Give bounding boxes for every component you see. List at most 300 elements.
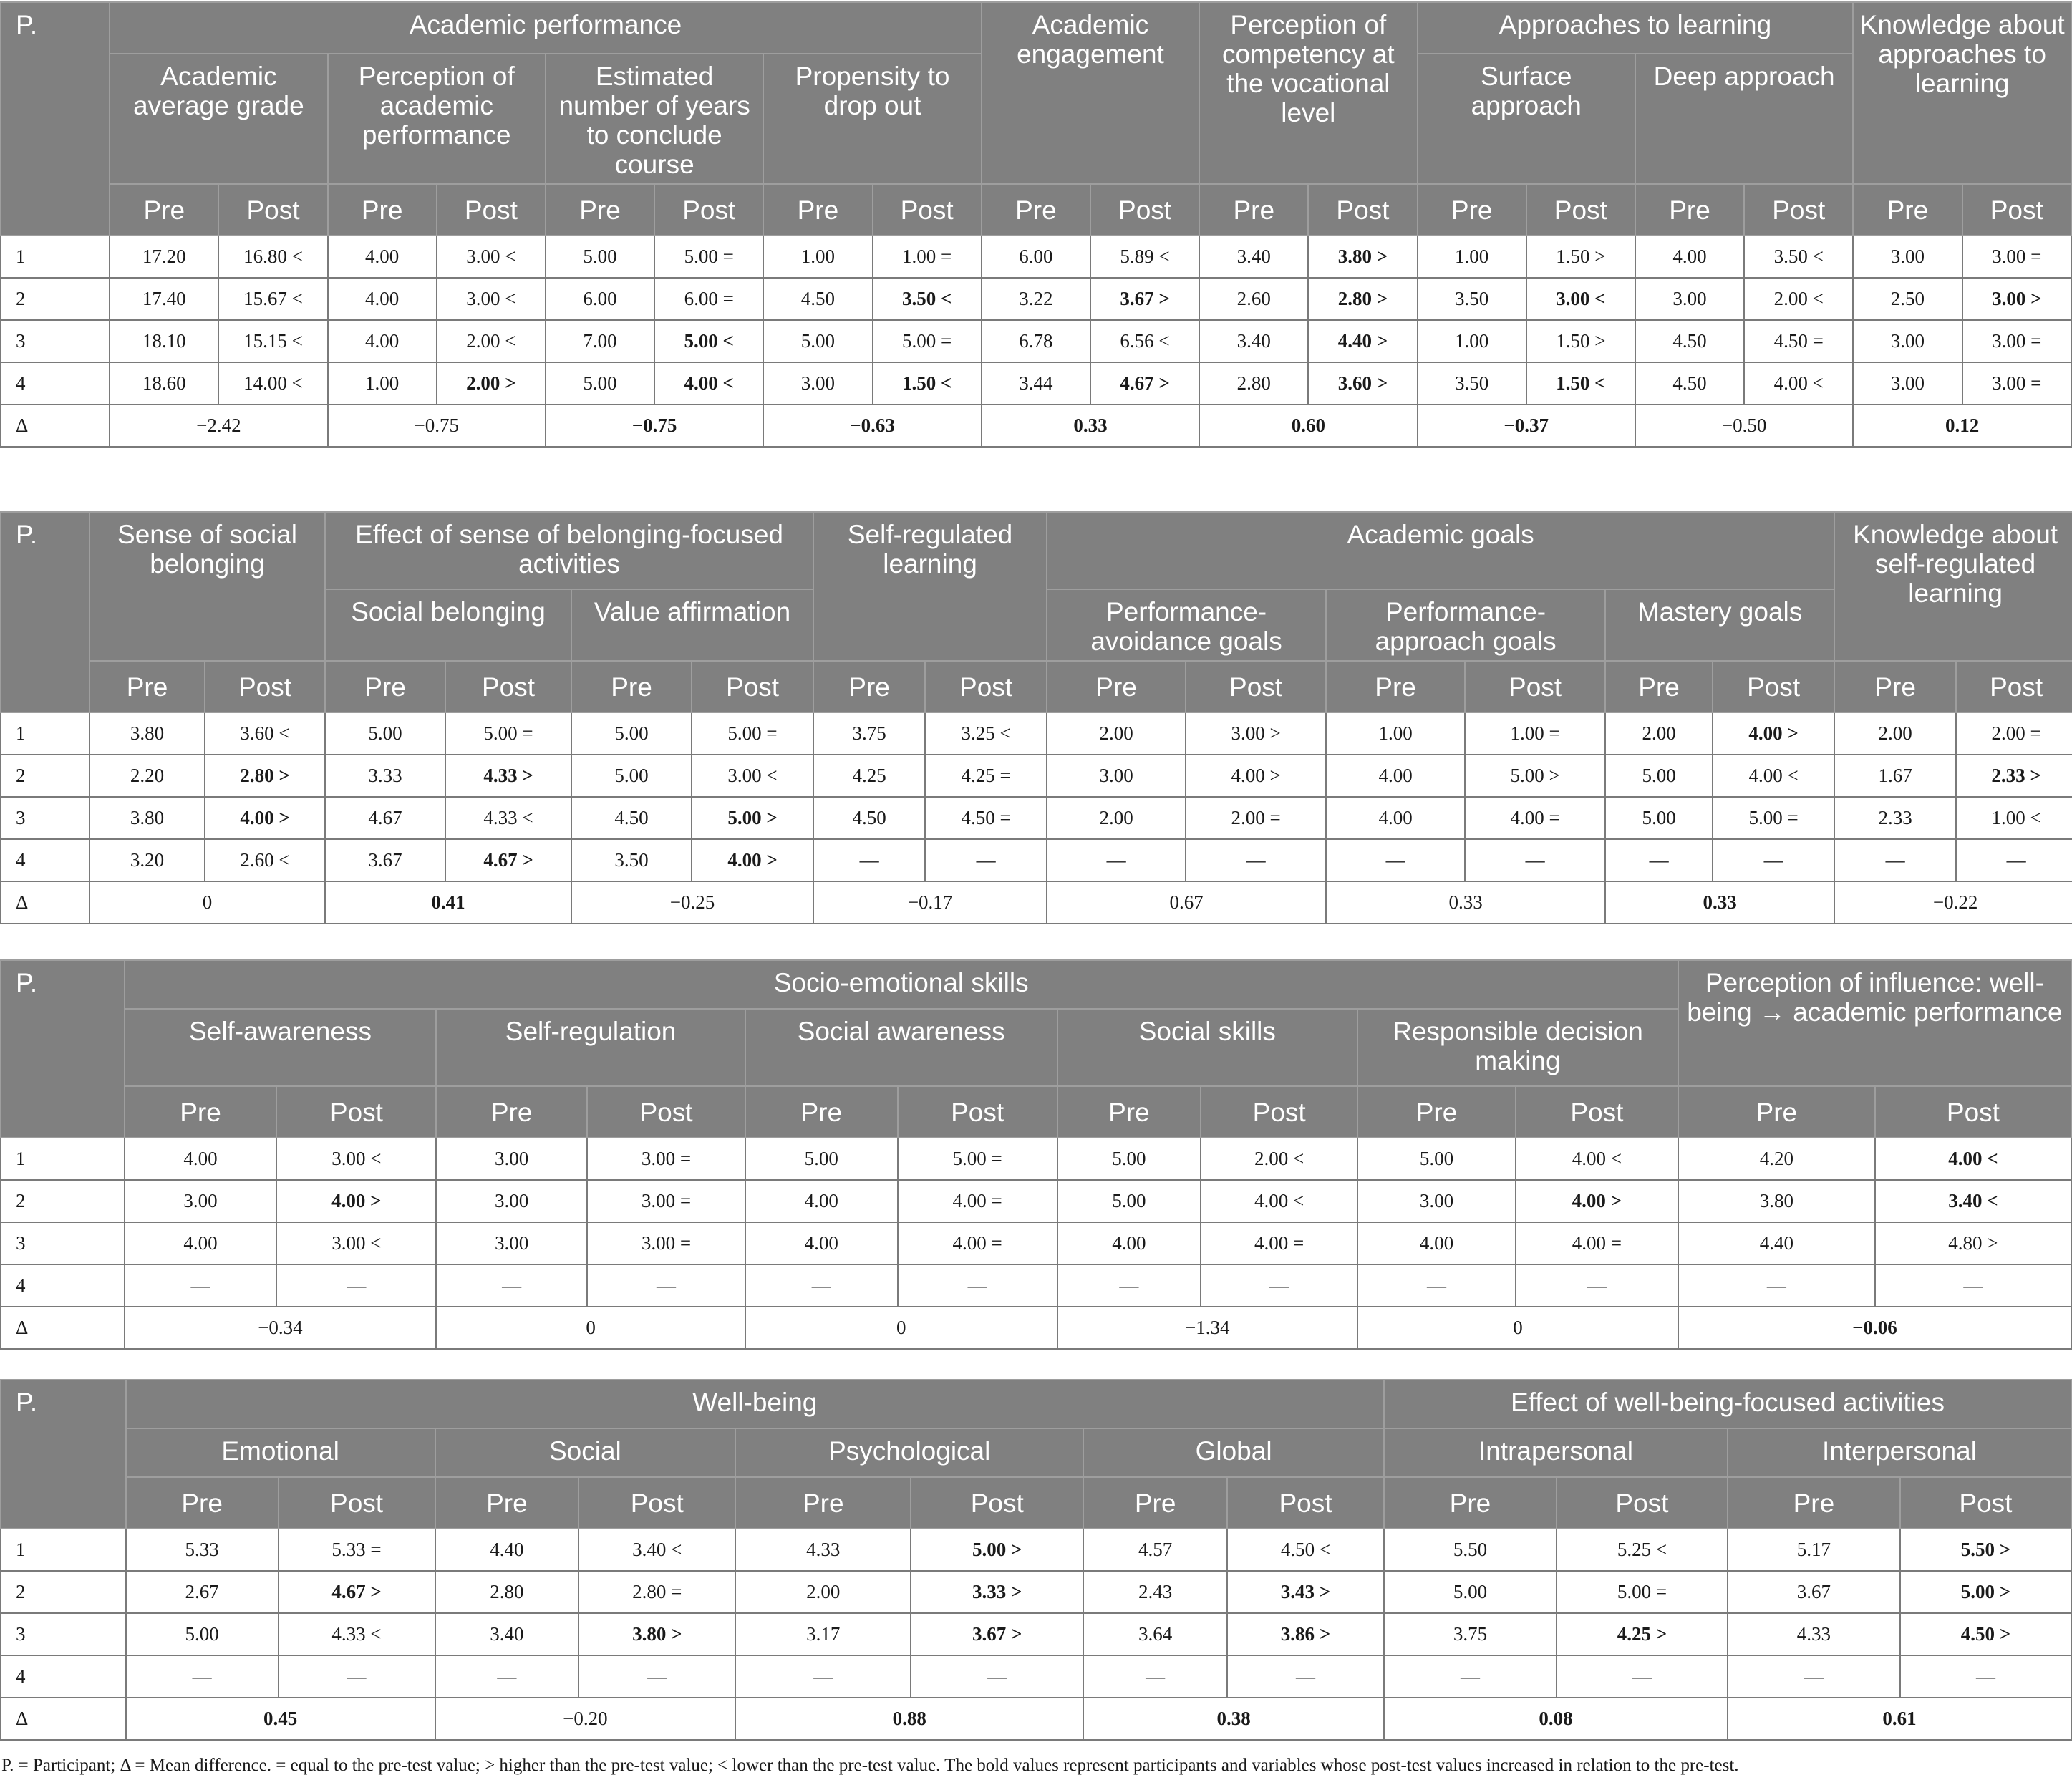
subgroup-header: Social awareness [745, 1009, 1057, 1086]
bold-value: 3.40 < [1948, 1190, 1998, 1211]
table-cell: 3.00 [763, 362, 872, 405]
delta-value: −0.50 [1635, 405, 1853, 447]
bold-value: −0.63 [850, 415, 895, 436]
group-header-row [1, 2, 2071, 54]
pre-header: Pre [1605, 661, 1713, 712]
table-cell: 17.20 [110, 236, 218, 278]
table-footnote: P. = Participant; Δ = Mean difference. = equal to the pre-test value; > higher than the pre-test value; < lower than the pre-test value. The bold values represent participants and variables whose post-test values increased in relation to the pre-test. [1, 1756, 1739, 1775]
table-cell: 4.20 [1678, 1138, 1875, 1180]
table-cell [437, 362, 546, 405]
pre-header: Pre [1728, 1477, 1900, 1529]
table-cell: 4.00 = [898, 1222, 1057, 1264]
bold-value: 4.67 > [483, 849, 533, 871]
table-cell: — [1678, 1264, 1875, 1307]
delta-value [1605, 881, 1834, 924]
table-cell: 4.00 [1326, 797, 1465, 839]
pre-header: Pre [1083, 1477, 1227, 1529]
delta-value: −0.22 [1834, 881, 2072, 924]
bold-value: 4.00 > [331, 1190, 382, 1211]
delta-value [546, 405, 763, 447]
bold-value: 0.33 [1073, 415, 1108, 436]
table-row [1, 797, 2072, 839]
pre-header: Pre [1834, 661, 1956, 712]
table-cell: 4.33 [1728, 1613, 1900, 1655]
table-cell: 5.00 = [873, 320, 982, 362]
table-cell: — [279, 1655, 435, 1698]
table-cell: 2.00 < [437, 320, 546, 362]
delta-value: −0.75 [328, 405, 546, 447]
table-cell: 4.00 = [898, 1180, 1057, 1222]
table-cell [1516, 1180, 1678, 1222]
table-cell [911, 1613, 1083, 1655]
bold-value: 4.00 > [1748, 722, 1799, 744]
bold-value: 4.67 > [1120, 372, 1170, 394]
table-cell [578, 1613, 735, 1655]
bold-value: 5.00 < [684, 330, 734, 352]
table-cell: 4.00 [1357, 1222, 1516, 1264]
group-header: Academic engagement [982, 2, 1199, 184]
table-cell: 5.00 [1357, 1138, 1516, 1180]
pre-header: Pre [435, 1477, 579, 1529]
table-cell: 3.00 [436, 1138, 587, 1180]
pre-header: Pre [813, 661, 925, 712]
delta-value: −2.42 [110, 405, 327, 447]
table-cell: 5.00 = [1557, 1571, 1728, 1613]
delta-value [763, 405, 981, 447]
table-row [1, 320, 2071, 362]
table-cell: 4.50 = [925, 797, 1047, 839]
table-cell: 15.15 < [218, 320, 327, 362]
table-cell [1308, 278, 1417, 320]
subgroup-header: Deep approach [1635, 54, 1853, 184]
group-header: Self-regulated learning [813, 512, 1047, 661]
pre-header: Pre [328, 184, 437, 236]
group-header: Socio-emotional skills [125, 960, 1678, 1009]
table-cell: 6.00 [982, 236, 1090, 278]
bold-value: 0.61 [1882, 1708, 1917, 1729]
bold-value: 4.50 > [1960, 1623, 2011, 1645]
table-cell: 4.50 [1635, 362, 1744, 405]
post-header: Post [1526, 184, 1635, 236]
group-header: Knowledge about self-regulated learning [1834, 512, 2072, 661]
table-cell [1956, 755, 2072, 797]
table-row [1, 1180, 2071, 1222]
table-cell: 4.00 [1635, 236, 1744, 278]
table-cell [911, 1529, 1083, 1571]
table-row [1, 236, 2071, 278]
bold-value: 0.33 [1703, 891, 1737, 913]
subgroup-header: Interpersonal [1728, 1428, 2071, 1477]
bold-value: 5.00 > [727, 807, 778, 828]
pre-header: Pre [735, 1477, 911, 1529]
bold-value: −0.37 [1504, 415, 1549, 436]
participant-header: P. [1, 512, 89, 712]
table-cell: 5.00 [745, 1138, 898, 1180]
results-table-4 [0, 1379, 2072, 1741]
table-cell [445, 755, 571, 797]
delta-value [1728, 1698, 2071, 1740]
subgroup-header: Psychological [735, 1428, 1083, 1477]
table-cell [279, 1571, 435, 1613]
table-cell: 5.00 [571, 712, 692, 755]
table-cell: 3.00 [1853, 236, 1962, 278]
table-cell: 3.60 < [205, 712, 325, 755]
bold-value: 0.38 [1216, 1708, 1251, 1729]
subgroup-header: Estimated number of years to conclude course [546, 54, 763, 184]
bold-value: 0.45 [263, 1708, 298, 1729]
table-cell: 3.25 < [925, 712, 1047, 755]
table-cell: 5.00 [1057, 1180, 1201, 1222]
table-cell: 5.00 = [692, 712, 813, 755]
post-header: Post [1308, 184, 1417, 236]
table-cell: — [1557, 1655, 1728, 1698]
table-cell: — [1875, 1264, 2071, 1307]
table-row [1, 1529, 2071, 1571]
table-row [1, 1222, 2071, 1264]
table-cell: 3.80 [89, 797, 205, 839]
post-header: Post [445, 661, 571, 712]
table-cell [692, 797, 813, 839]
subgroup-header: Mastery goals [1605, 589, 1834, 661]
table-cell: 3.67 [325, 839, 445, 881]
table-cell: 4.00 [745, 1180, 898, 1222]
subgroup-header: Social [435, 1428, 736, 1477]
table-row [1, 755, 2072, 797]
table-cell: 3.00 < [276, 1222, 436, 1264]
group-header-row [1, 512, 2072, 589]
table-cell: — [436, 1264, 587, 1307]
table-cell: 4.25 [813, 755, 925, 797]
table-cell [276, 1180, 436, 1222]
bold-value: 1.50 < [1556, 372, 1606, 394]
delta-value: −0.20 [435, 1698, 736, 1740]
bold-value: 5.50 > [1960, 1539, 2011, 1560]
delta-label: Δ [1, 1307, 125, 1349]
table-cell: — [1728, 1655, 1900, 1698]
table-cell: 1.00 [1418, 320, 1526, 362]
subgroup-header: Responsible decision making [1357, 1009, 1678, 1086]
pre-header: Pre [110, 184, 218, 236]
bold-value: 3.80 > [632, 1623, 682, 1645]
table-cell: 6.00 [546, 278, 654, 320]
table-cell [1900, 1613, 2071, 1655]
table-cell: 3.00 [1635, 278, 1744, 320]
table-cell: 1.00 [1326, 712, 1465, 755]
delta-row [1, 881, 2072, 924]
participant-id: 2 [1, 1180, 125, 1222]
delta-value [1384, 1698, 1728, 1740]
bold-value: 4.67 > [331, 1581, 382, 1602]
table-cell: 2.00 < [1744, 278, 1853, 320]
table-cell: 4.80 > [1875, 1222, 2071, 1264]
table-cell: 3.17 [735, 1613, 911, 1655]
table-cell: 2.00 [1834, 712, 1956, 755]
post-header: Post [692, 661, 813, 712]
table-cell: 3.20 [89, 839, 205, 881]
pre-header: Pre [1199, 184, 1308, 236]
table-cell: 4.50 < [1227, 1529, 1384, 1571]
subgroup-header: Performance-approach goals [1326, 589, 1605, 661]
table-cell: — [276, 1264, 436, 1307]
table-cell: — [1326, 839, 1465, 881]
bold-value: 3.33 > [972, 1581, 1022, 1602]
table-cell: 5.00 > [1465, 755, 1605, 797]
table-cell: — [1227, 1655, 1384, 1698]
table-cell: 3.00 [1357, 1180, 1516, 1222]
table-cell: 4.57 [1083, 1529, 1227, 1571]
table-cell: 3.40 < [578, 1529, 735, 1571]
delta-value [1199, 405, 1417, 447]
pre-header: Pre [1047, 661, 1186, 712]
group-header: Perception of influence: well-being → academic performance [1678, 960, 2071, 1086]
table-cell [1090, 362, 1199, 405]
table-cell [1557, 1613, 1728, 1655]
post-header: Post [1962, 184, 2071, 236]
table-cell: — [126, 1655, 279, 1698]
table-cell: 3.75 [1384, 1613, 1557, 1655]
bold-value: 4.33 > [483, 765, 533, 786]
table-cell [1875, 1180, 2071, 1222]
table-cell [1875, 1138, 2071, 1180]
delta-value: 0.33 [1326, 881, 1605, 924]
post-header: Post [218, 184, 327, 236]
group-header: Approaches to learning [1418, 2, 1854, 54]
participant-header: P. [1, 960, 125, 1138]
table-cell: 5.00 [546, 236, 654, 278]
bold-value: 3.60 > [1337, 372, 1388, 394]
post-header: Post [276, 1086, 436, 1138]
delta-label: Δ [1, 1698, 126, 1740]
post-header: Post [1956, 661, 2072, 712]
pre-header: Pre [1357, 1086, 1516, 1138]
subgroup-header: Emotional [126, 1428, 435, 1477]
table-cell: 3.00 [125, 1180, 277, 1222]
pre-header: Pre [1635, 184, 1744, 236]
subgroup-header: Global [1083, 1428, 1384, 1477]
table-cell: — [587, 1264, 745, 1307]
post-header: Post [1557, 1477, 1728, 1529]
table-cell: 3.00 < [437, 236, 546, 278]
table-cell: — [1384, 1655, 1557, 1698]
group-header: Perception of competency at the vocational level [1199, 2, 1417, 184]
participant-id: 4 [1, 839, 89, 881]
table-cell: 3.00 [1853, 362, 1962, 405]
table-cell: 3.40 [1199, 236, 1308, 278]
table-cell: 3.50 [1418, 362, 1526, 405]
bold-value: 3.00 > [1992, 288, 2042, 309]
table-cell [1308, 320, 1417, 362]
post-header: Post [1227, 1477, 1384, 1529]
bold-value: 3.67 > [1120, 288, 1170, 309]
table-cell: 2.80 [1199, 362, 1308, 405]
table-cell [1962, 278, 2071, 320]
pre-header: Pre [745, 1086, 898, 1138]
bold-value: 4.25 > [1617, 1623, 1667, 1645]
table-cell [445, 839, 571, 881]
group-header: Knowledge about approaches to learning [1853, 2, 2071, 184]
results-table-3 [0, 959, 2072, 1350]
table-cell [873, 278, 982, 320]
table-cell [1900, 1529, 2071, 1571]
participant-id: 3 [1, 320, 110, 362]
pre-header: Pre [325, 661, 445, 712]
table-cell: — [1834, 839, 1956, 881]
table-cell: 6.56 < [1090, 320, 1199, 362]
delta-value [126, 1698, 435, 1740]
bold-value: 4.00 > [727, 849, 778, 871]
table-cell: 4.50 [763, 278, 872, 320]
table-cell: 5.89 < [1090, 236, 1199, 278]
post-header: Post [1744, 184, 1853, 236]
delta-value: −0.25 [571, 881, 813, 924]
bold-value: −0.06 [1852, 1317, 1897, 1338]
table-cell: 4.33 < [445, 797, 571, 839]
participant-id: 3 [1, 1613, 126, 1655]
table-cell: 1.00 [328, 362, 437, 405]
bold-value: 0.41 [431, 891, 465, 913]
table-cell: 5.00 = [654, 236, 763, 278]
delta-value [1418, 405, 1635, 447]
delta-value: −0.17 [813, 881, 1047, 924]
subgroup-header: Propensity to drop out [763, 54, 981, 184]
bold-value: 4.00 > [1572, 1190, 1622, 1211]
table-cell: 3.80 [89, 712, 205, 755]
participant-id: 3 [1, 797, 89, 839]
table-row [1, 712, 2072, 755]
table-cell: 3.00 [436, 1180, 587, 1222]
table-cell: — [745, 1264, 898, 1307]
group-header: Academic goals [1047, 512, 1834, 589]
table-cell: 4.00 < [1201, 1180, 1357, 1222]
bold-value: 2.80 > [1337, 288, 1388, 309]
post-header: Post [873, 184, 982, 236]
delta-row [1, 405, 2071, 447]
bold-value: 4.00 < [684, 372, 734, 394]
table-cell: 3.67 [1728, 1571, 1900, 1613]
pre-header: Pre [126, 1477, 279, 1529]
subgroup-header: Self-awareness [125, 1009, 437, 1086]
table-cell: 2.43 [1083, 1571, 1227, 1613]
delta-value: 0 [436, 1307, 745, 1349]
table-cell: 3.00 < [276, 1138, 436, 1180]
post-header: Post [205, 661, 325, 712]
table-cell [1900, 1571, 2071, 1613]
delta-value: 0.67 [1047, 881, 1326, 924]
table-cell: 4.50 [571, 797, 692, 839]
bold-value: 3.80 > [1337, 246, 1388, 267]
participant-id: 1 [1, 712, 89, 755]
table-cell: 4.00 [125, 1138, 277, 1180]
table-cell: 3.40 [435, 1613, 579, 1655]
pre-post-header-row [1, 661, 2072, 712]
table-cell: 18.60 [110, 362, 218, 405]
bold-value: 2.33 > [1991, 765, 2041, 786]
table-cell: 4.00 = [1516, 1222, 1678, 1264]
table-row [1, 839, 2072, 881]
bold-value: 1.50 < [901, 372, 952, 394]
table-cell [1308, 236, 1417, 278]
table-cell: 5.00 [1605, 797, 1713, 839]
post-header: Post [587, 1086, 745, 1138]
table-cell [1090, 278, 1199, 320]
delta-row [1, 1307, 2071, 1349]
table-cell: 3.40 [1199, 320, 1308, 362]
table-cell: 4.00 [1057, 1222, 1201, 1264]
table-cell: 4.00 [125, 1222, 277, 1264]
table-cell: 4.00 = [1465, 797, 1605, 839]
group-header: Sense of social belonging [89, 512, 325, 661]
table-cell: 4.00 < [1744, 362, 1853, 405]
bold-value: 3.86 > [1280, 1623, 1331, 1645]
delta-value: 0 [89, 881, 325, 924]
table-cell: 5.25 < [1557, 1529, 1728, 1571]
delta-value [735, 1698, 1083, 1740]
post-header: Post [654, 184, 763, 236]
subgroup-header-row [1, 1428, 2071, 1477]
table-cell: 4.00 [328, 236, 437, 278]
table-cell: 1.50 > [1526, 236, 1635, 278]
table-cell: 3.50 [1418, 278, 1526, 320]
table-cell: — [1465, 839, 1605, 881]
participant-id: 2 [1, 1571, 126, 1613]
post-header: Post [1875, 1086, 2071, 1138]
table-cell: 6.00 = [654, 278, 763, 320]
table-cell: 4.50 = [1744, 320, 1853, 362]
table-row [1, 1571, 2071, 1613]
table-cell: — [1900, 1655, 2071, 1698]
pre-header: Pre [89, 661, 205, 712]
results-table-2 [0, 511, 2072, 924]
table-cell: 4.40 [435, 1529, 579, 1571]
table-cell: 5.00 [126, 1613, 279, 1655]
table-cell: 4.33 < [279, 1613, 435, 1655]
table-cell: 3.22 [982, 278, 1090, 320]
post-header: Post [1465, 661, 1605, 712]
subgroup-header: Social skills [1057, 1009, 1358, 1086]
bold-value: −0.75 [631, 415, 677, 436]
participant-header: P. [1, 1380, 126, 1529]
table-row [1, 1613, 2071, 1655]
table-cell: 5.00 = [898, 1138, 1057, 1180]
table-cell: 3.00 = [587, 1138, 745, 1180]
participant-id: 4 [1, 1264, 125, 1307]
table-cell: 3.00 [1047, 755, 1186, 797]
table-cell: — [1083, 1655, 1227, 1698]
post-header: Post [578, 1477, 735, 1529]
table-cell [692, 839, 813, 881]
table-cell: — [1357, 1264, 1516, 1307]
delta-row [1, 1698, 2071, 1740]
table-cell: 1.00 [763, 236, 872, 278]
table-cell: 4.00 [328, 320, 437, 362]
delta-value [982, 405, 1199, 447]
table-row [1, 1264, 2071, 1307]
table-cell: 3.00 < [692, 755, 813, 797]
table-cell [1713, 712, 1834, 755]
bold-value: 4.00 > [240, 807, 290, 828]
pre-header: Pre [1326, 661, 1465, 712]
table-cell: — [1057, 1264, 1201, 1307]
table-cell: — [898, 1264, 1057, 1307]
pre-post-header-row [1, 1477, 2071, 1529]
table-cell: 4.67 [325, 797, 445, 839]
table-cell: 2.50 [1853, 278, 1962, 320]
table-cell: 1.00 [1418, 236, 1526, 278]
table-cell: — [578, 1655, 735, 1698]
table-cell: 3.00 = [1962, 236, 2071, 278]
post-header: Post [1713, 661, 1834, 712]
table-cell: 1.00 = [873, 236, 982, 278]
